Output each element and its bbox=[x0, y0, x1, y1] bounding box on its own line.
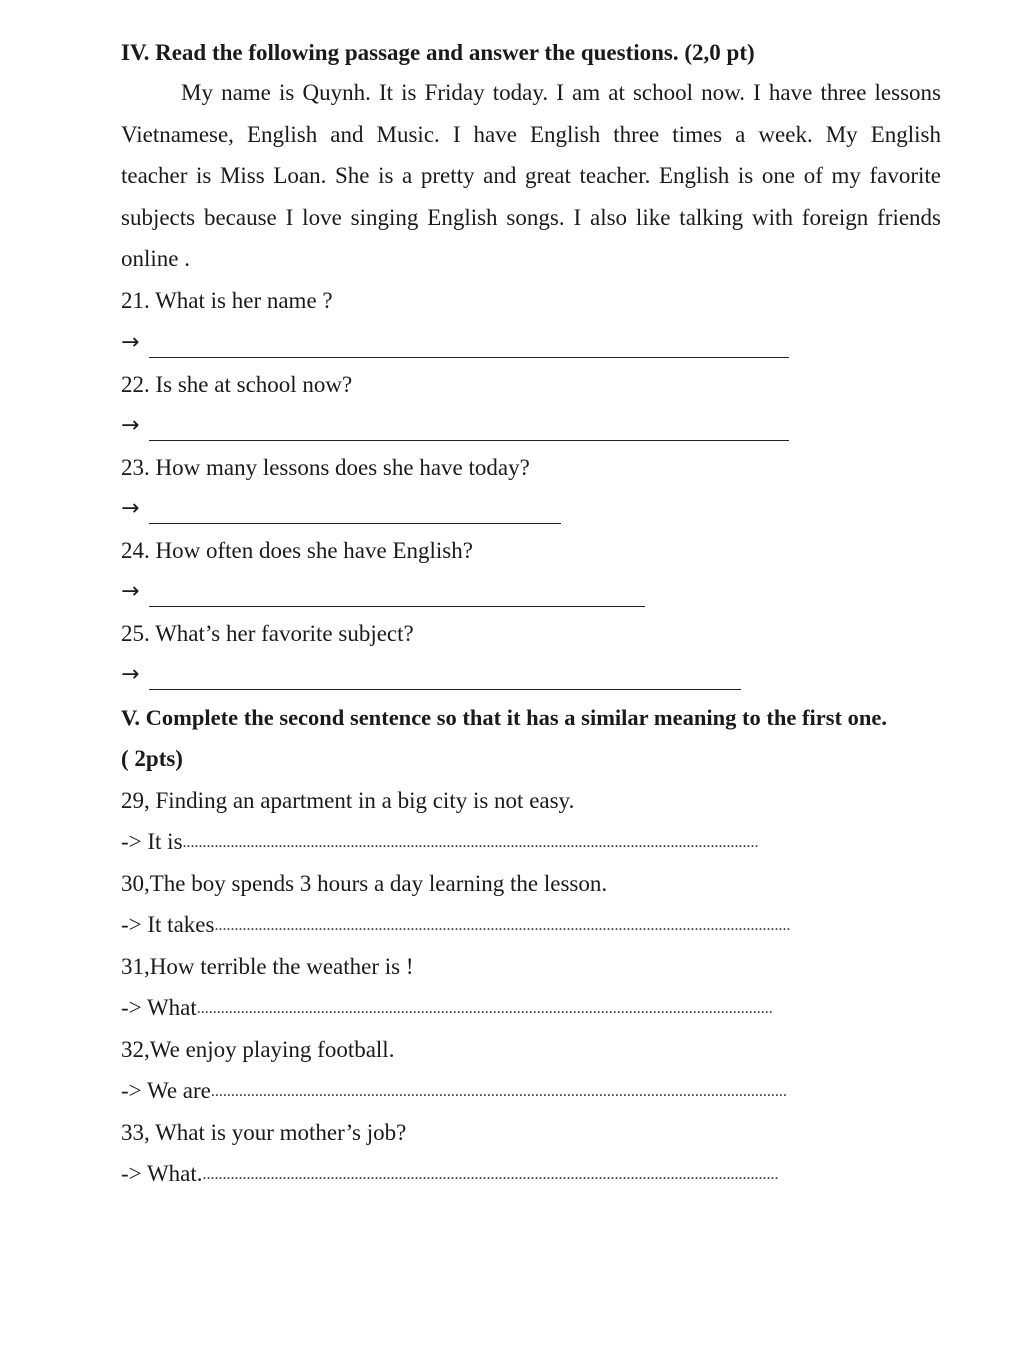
section-5-points: ( 2pts) bbox=[121, 746, 183, 771]
answer-line-23[interactable] bbox=[121, 494, 561, 524]
arrow-icon: → bbox=[121, 496, 140, 521]
rewrite-blank-32[interactable]: ................................................................................................................................................ bbox=[210, 1083, 787, 1100]
passage-line-3: teacher is Miss Loan. She is a pretty and great teacher. English is one of my favorite bbox=[121, 163, 941, 188]
sentence-30: 30,The boy spends 3 hours a day learning the lesson. bbox=[121, 871, 608, 896]
rewrite-blank-30[interactable]: ................................................................................................................................................ bbox=[214, 917, 791, 934]
arrow-icon: → bbox=[121, 330, 140, 355]
rewrite-blank-29[interactable]: ................................................................................................................................................ bbox=[182, 834, 759, 851]
rewrite-prompt-30: -> It takes bbox=[121, 912, 215, 937]
section-4-heading: IV. Read the following passage and answer the questions. (2,0 pt) bbox=[121, 40, 755, 65]
rewrite-line-31[interactable] bbox=[121, 993, 926, 1023]
rewrite-prompt-29: -> It is bbox=[121, 829, 183, 854]
answer-blank-21[interactable] bbox=[149, 335, 789, 358]
arrow-icon: → bbox=[121, 579, 140, 604]
passage-line-5: online . bbox=[121, 246, 190, 271]
rewrite-line-29[interactable] bbox=[121, 827, 885, 857]
sentence-31: 31,How terrible the weather is ! bbox=[121, 954, 414, 979]
rewrite-blank-31[interactable]: ................................................................................................................................................ bbox=[196, 1000, 773, 1017]
rewrite-line-33[interactable] bbox=[121, 1159, 885, 1189]
answer-blank-24[interactable] bbox=[149, 584, 645, 607]
rewrite-line-30[interactable] bbox=[121, 910, 919, 940]
arrow-icon: → bbox=[121, 413, 140, 438]
rewrite-prompt-33: -> What. bbox=[121, 1161, 203, 1186]
question-24: 24. How often does she have English? bbox=[121, 538, 473, 563]
answer-blank-22[interactable] bbox=[149, 418, 789, 441]
question-21: 21. What is her name ? bbox=[121, 288, 333, 313]
answer-line-22[interactable] bbox=[121, 411, 789, 441]
sentence-33: 33, What is your mother’s job? bbox=[121, 1120, 407, 1145]
answer-blank-25[interactable] bbox=[149, 667, 741, 690]
rewrite-prompt-32: -> We are bbox=[121, 1078, 211, 1103]
question-25: 25. What’s her favorite subject? bbox=[121, 621, 414, 646]
answer-line-25[interactable] bbox=[121, 660, 741, 690]
question-23: 23. How many lessons does she have today? bbox=[121, 455, 530, 480]
passage-line-2: Vietnamese, English and Music. I have English three times a week. My English bbox=[121, 122, 941, 147]
rewrite-blank-33[interactable]: ................................................................................................................................................ bbox=[202, 1166, 779, 1183]
answer-line-21[interactable] bbox=[121, 328, 789, 358]
answer-line-24[interactable] bbox=[121, 577, 645, 607]
rewrite-line-32[interactable] bbox=[121, 1076, 883, 1106]
passage-line-4: subjects because I love singing English songs. I also like talking with foreign friends bbox=[121, 205, 941, 230]
arrow-icon: → bbox=[121, 662, 140, 687]
rewrite-prompt-31: -> What bbox=[121, 995, 197, 1020]
sentence-29: 29, Finding an apartment in a big city is not easy. bbox=[121, 788, 575, 813]
passage-line-1: My name is Quynh. It is Friday today. I am at school now. I have three lessons bbox=[181, 80, 941, 105]
sentence-32: 32,We enjoy playing football. bbox=[121, 1037, 395, 1062]
answer-blank-23[interactable] bbox=[149, 501, 561, 524]
section-5-heading: V. Complete the second sentence so that it has a similar meaning to the first one. bbox=[121, 705, 887, 730]
question-22: 22. Is she at school now? bbox=[121, 372, 353, 397]
